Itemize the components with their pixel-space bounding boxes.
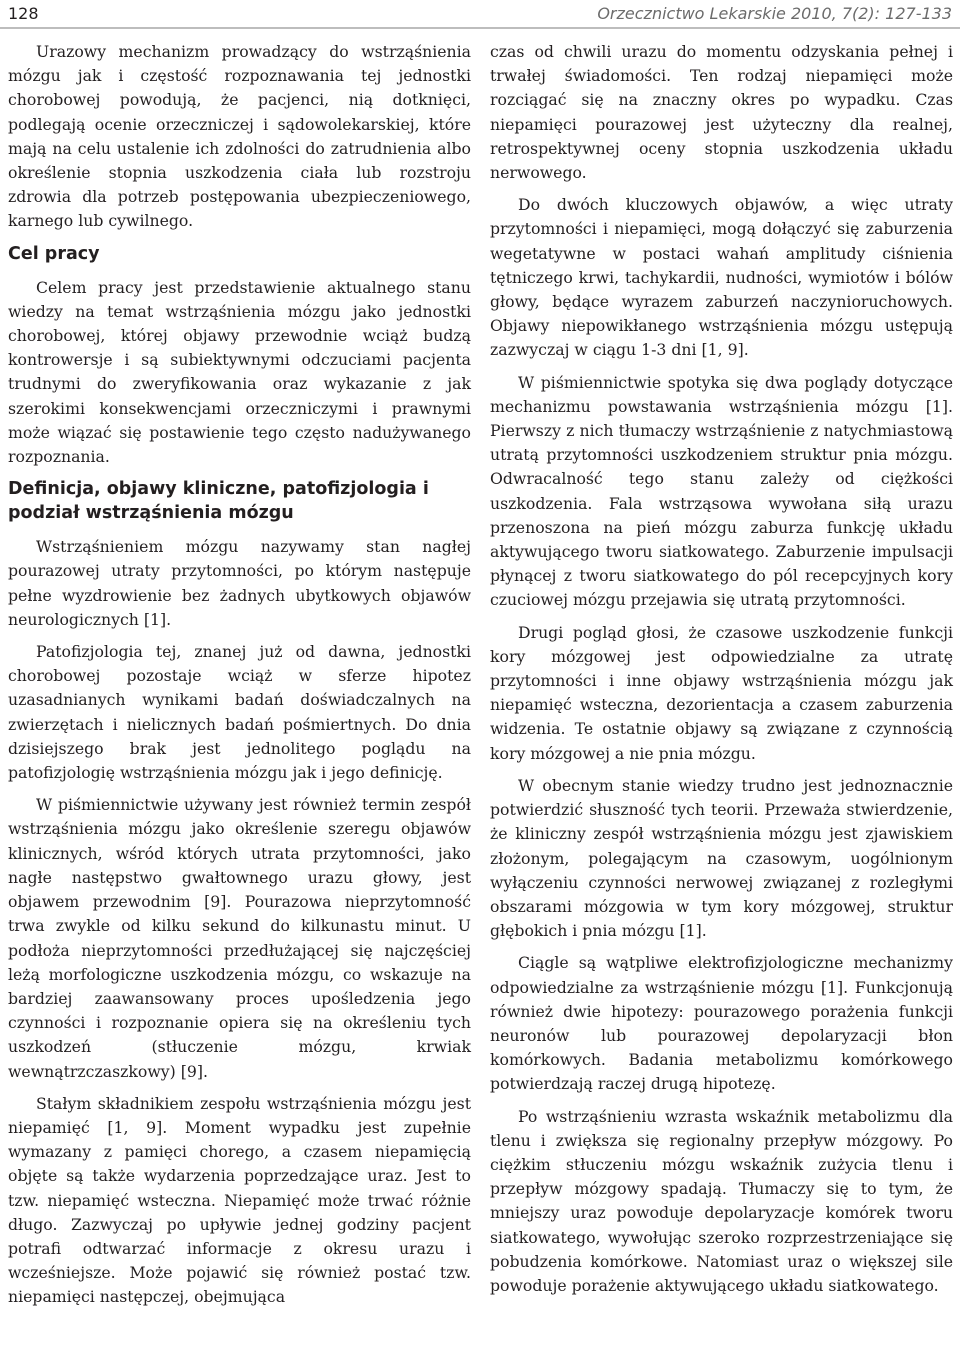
definition-paragraph-3: W piśmiennictwie używany jest również termin zespół wstrząśnienia mózgu jako określenie szeregu objawów klinicznych, wśród których utrata przytomności, jako nagłe następstwo gwałtownego urazu głowy, jest objawem przewodnim [9]. Pourazowa nieprzytomność trwa zwykle od kilku sekund do kilkunastu minut. U podłoża nieprzytomności przedłużającej się najczęściej leżą morfologiczne uszkodzenia mózgu, co wskazuje na bardziej zaawansowany proces upośledzenia jego czynności i rozpoznanie opiera się na określeniu tych uszkodzeń (stłuczenie mózgu, krwiak wewnątrzczaszkowy) [9]. [8,795,471,1081]
right-paragraph-2: Do dwóch kluczowych objawów, a więc utraty przytomności i niepamięci, mogą dołączyć się zaburzenia wegetatywne w postaci wahań amplitudy ciśnienia tętniczego krwi, tachykardii, nudności, wymiotów i bólów głowy, będące wyrazem zaburzeń naczynioruchowych. Objawy niepowikłanego wstrząśnienia mózgu ustępują zazwyczaj w ciągu 1-3 dni [1, 9]. [490,195,953,360]
continued-paragraph: czas od chwili urazu do momentu odzyskania pełnej i trwałej świadomości. Ten rodzaj niepamięci może rozciągać się na znaczny okres po wypadku. Czas niepamięci pourazowej jest użyteczny dla realnej, retrospektywnej oceny stopnia uszkodzenia układu nerwowego. [490,42,953,183]
journal-citation: Orzecznictwo Lekarskie 2010, 7(2): 127-133 [597,3,952,23]
intro-paragraph: Urazowy mechanizm prowadzący do wstrząśnienia mózgu jak i częstość rozpoznawania tej jednostki chorobowej powodują, że pacjenci, nią dotknięci, podlegają ocenie orzeczniczej i sądowolekarskiej, które mają na celu ustalenie ich zdolności do zatrudnienia albo określenie stopnia uszkodzenia ciała lub rozstroju zdrowia dla potrzeb postępowania ubezpieczeniowego, karnego lub cywilnego. [8,42,471,231]
aim-paragraph: Celem pracy jest przedstawienie aktualnego stanu wiedzy na temat wstrząśnienia mózgu jako jednostki chorobowej, której objawy przewodnie wciąż budzą kontrowersje i są subiektywnymi odczuciami pacjenta trudnymi do zweryfikowania oraz wykazanie z jak szerokimi konsekwencjami orzeczniczymi i prawnymi może wiązać się postawienie tego często nadużywanego rozpoznania. [8,277,471,467]
page-header [8,0,952,26]
definition-paragraph-2: Patofizjologia tej, znanej już od dawna, jednostki chorobowej pozostaje wciąż w sferze hipotez uzasadnianych wynikami badań doświadczalnych na zwierzętach i nielicznych badań pośmiertnych. Do dnia dzisiejszego brak jest jednolitego poglądu na patofizjologię wstrząśnienia mózgu jak i jego definicję. [8,642,471,783]
right-column [490,40,953,1306]
section-heading-aim: Cel pracy [8,243,100,264]
page-number: 128 [8,3,39,23]
definition-paragraph-4: Stałym składnikiem zespołu wstrząśnienia mózgu jest niepamięć [1, 9]. Moment wypadku jest zupełnie wymazany z pamięci chorego, a czasem niepamięcią objęte są także wydarzenia poprzedzające uraz. Jest to tzw. niepamięć wsteczna. Niepamięć może trwać różnie długo. Zazwyczaj po upływie jednej godziny pacjent potrafi odtwarzać informacje z okresu urazu i wcześniejsze. Może pojawić się również postać tzw. niepamięci następczej, obejmująca [8,1093,471,1307]
right-paragraph-6: Ciągle są wątpliwe elektrofizjologiczne mechanizmy odpowiedzialne za wstrząśnienie mózgu [1]. Funkcjonują również dwie hipotezy: pourazowego porażenia funkcji neuronów lub pourazowej depolaryzacji błon komórkowych. Badania metabolizmu komórkowego potwierdzają raczej drugą hipotezę. [490,953,953,1094]
right-paragraph-5: W obecnym stanie wiedzy trudno jest jednoznacznie potwierdzić słuszność tych teorii. Przeważa stwierdzenie, że kliniczny zespół wstrząśnienia mózgu jest zjawiskiem złożonym, polegającym na czasowym, uogólnionym wyłączeniu czynności nerwowej związanej z rozległymi obszarami mózgowia w tym kory mózgowej, struktur głębokich i pnia mózgu [1]. [490,775,953,941]
left-column [8,40,471,1318]
definition-paragraph-1: Wstrząśnieniem mózgu nazywamy stan nagłej pourazowej utraty przytomności, po którym następuje pełne wyzdrowienie bez żadnych ubytkowych objawów neurologicznych [1]. [8,537,471,629]
header-rule [0,27,960,29]
right-paragraph-3: W piśmiennictwie spotyka się dwa poglądy dotyczące mechanizmu powstawania wstrząśnienia mózgu [1]. Pierwszy z nich tłumaczy wstrząśnienie z natychmiastową utratą przytomności uszkodzeniem struktur pnia mózgu. Odwracalność tego stanu zależy od ciężkości uszkodzenia. Fala wstrząsowa wywołana siłą urazu przenoszona na pień mózgu zaburza funkcję układu aktywującego tworu siatkowatego. Zaburzenie impulsacji płynącej z tworu siatkowatego do pól recepcyjnych kory czuciowej mózgu przejawia się utratą przytomności. [490,372,953,610]
right-paragraph-7: Po wstrząśnieniu wzrasta wskaźnik metabolizmu dla tlenu i zwiększa się regionalny przepływ mózgowy. Po ciężkim stłuczeniu mózgu wskaźnik zużycia tlenu i przepływ mózgowy spadają. Tłumaczy się to tym, że mniejszy uraz powoduje depolaryzacje komórek tworu siatkowatego, wywołując szeroko rozprzestrzeniające się pobudzenia komórkowe. Natomiast uraz o większej sile powoduje porażenie aktywującego układu siatkowatego. [490,1106,953,1295]
right-paragraph-4: Drugi pogląd głosi, że czasowe uszkodzenie funkcji kory mózgowej jest odpowiedzialne za utratę przytomności i inne objawy wstrząśnienia mózgu jak niepamięć wsteczna, dezorientacja a czasem zaburzenia widzenia. Te ostatnie objawy są związane z czynnością kory mózgowej a nie pnia mózgu. [490,622,953,763]
section-heading-definition: Definicja, objawy kliniczne, patofizjologia i podział wstrząśnienia mózgu [8,479,429,524]
